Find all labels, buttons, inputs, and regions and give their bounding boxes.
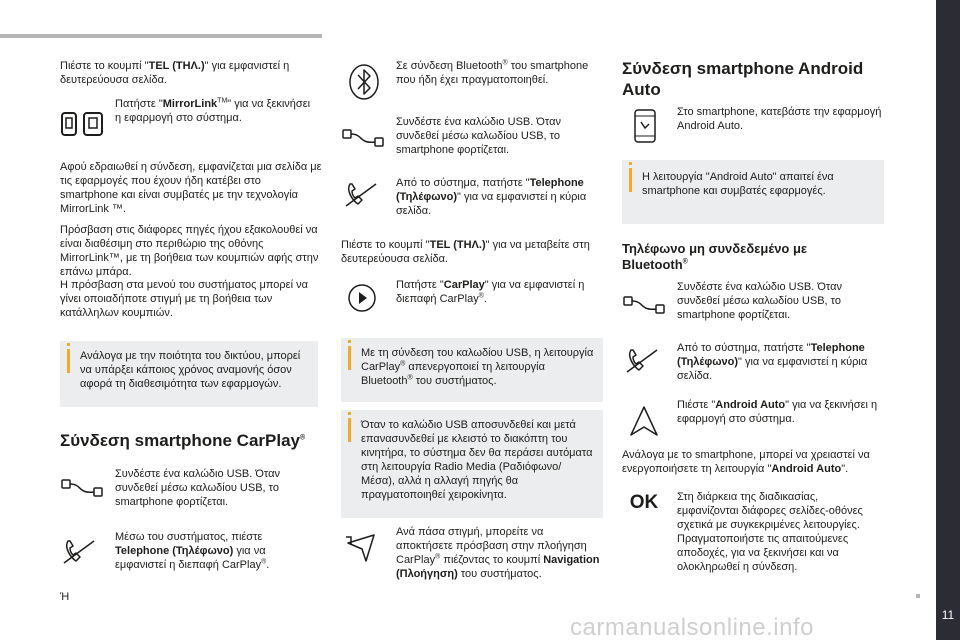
- mirrorlink-icon: [60, 110, 104, 138]
- android-auto-note: [622, 160, 884, 224]
- usb-bluetooth-note: [341, 338, 603, 402]
- phone-handset-icon: [344, 180, 380, 208]
- carplay-instruction: Πατήστε "CarPlay" για να εμφανιστεί η διεπαφή CarPlay®.: [396, 279, 585, 305]
- menu-access-paragraph: Η πρόσβαση στα μενού του συστήματος μπορεί να γίνει οποιαδήποτε στιγμή με τη βοήθεια των κατάλληλων κουμπιών.: [60, 279, 308, 319]
- info-icon: [629, 168, 632, 192]
- no-bluetooth-heading: Τηλέφωνο μη συνδεδεμένο με Bluetooth®: [622, 241, 808, 272]
- android-auto-heading: Σύνδεση smartphone Android Auto: [622, 59, 864, 99]
- carplay-menu-instruction: Μέσω του συστήματος, πιέστε Telephone (Τηλέφωνο) για να εμφανιστεί η διεπαφή CarPlay®.: [115, 531, 270, 571]
- usb-cable-icon: [622, 289, 666, 319]
- navigation-instruction: Ανά πάσα στιγμή, μπορείτε να αποκτήσετε πρόσβαση στην πλοήγηση CarPlay® πιέζοντας το κουμπί Navigation (Πλοήγηση) του συστήματος.: [396, 526, 600, 580]
- android-app-instruction: Στο smartphone, κατεβάστε την εφαρμογή Android Auto.: [677, 106, 882, 132]
- page-number: 11: [941, 608, 955, 622]
- mirrorlink-instruction: Πατήστε "MirrorLink™" για να ξεκινήσει η εφαρμογή στο σύστημα.: [115, 97, 311, 124]
- connection-paragraph: Αφού εδραιωθεί η σύνδεση, εμφανίζεται μια σελίδα με τις εφαρμογές που έχουν ήδη κατέβει στο smartphone και είναι συμβατές με την τεχνολογία MirrorLink ™.: [60, 161, 322, 215]
- phone-handset-icon: [62, 537, 98, 565]
- telephone-instruction: Από το σύστημα, πατήστε "Telephone (Τηλέφωνο)" για να εμφανιστεί η κύρια σελίδα.: [396, 177, 587, 217]
- top-rule: [0, 34, 322, 38]
- phone-handset-icon: [625, 346, 661, 374]
- or-separator: Ή: [60, 591, 70, 603]
- ok-label: OK: [629, 492, 659, 513]
- info-icon: [348, 418, 351, 442]
- carplay-usb-instruction: Συνδέστε ένα καλώδιο USB. Όταν συνδεθεί μέσω καλωδίου USB, το smartphone φορτίζεται.: [115, 468, 280, 508]
- network-note-text: Ανάλογα με την ποιότητα του δικτύου, μπορεί να υπάρξει κάποιος χρόνος αναμονής όσον αφορά τη διαθεσιμότητα των εφαρμογών.: [80, 350, 301, 390]
- audio-access-paragraph: Πρόσβαση στις διάφορες πηγές ήχου εξακολουθεί να είναι διαθέσιμη στο περιθώριο της οθόνης MirrorLink™, με τη βοήθεια των κουμπιών αφής στην επάνω μπάρα.: [60, 224, 319, 278]
- android-auto-icon: [627, 404, 661, 438]
- navigation-icon: [344, 533, 378, 565]
- android-usb-instruction: Συνδέστε ένα καλώδιο USB. Όταν συνδεθεί μέσω καλωδίου USB, το smartphone φορτίζεται.: [677, 281, 842, 321]
- smartphone-download-icon: [627, 108, 663, 144]
- android-telephone-instruction: Από το σύστημα, πατήστε "Telephone (Τηλέφωνο)" για να εμφανιστεί η κύρια σελίδα.: [677, 342, 868, 382]
- usb-reconnect-note-text: Όταν το καλώδιο USB αποσυνδεθεί και μετά επανασυνδεθεί με κλειστό το διακόπτη του κινητήρα, το σύστημα δεν θα περάσει αυτόματα στη λειτουργία Radio Media (Ραδιόφωνο/Μέσα), αλλά η αλλαγή πηγής θα πραγματοποιηθεί χειροκίνητα.: [361, 419, 593, 501]
- usb-instruction: Συνδέστε ένα καλώδιο USB. Όταν συνδεθεί μέσω καλωδίου USB, το smartphone φορτίζεται.: [396, 116, 561, 156]
- usb-cable-icon: [60, 472, 104, 502]
- bluetooth-icon: [345, 62, 383, 102]
- info-icon: [67, 349, 70, 373]
- network-note: [60, 341, 318, 407]
- usb-reconnect-note: [341, 410, 603, 518]
- bluetooth-instruction: Σε σύνδεση Bluetooth® του smartphone που ήδη έχει πραγματοποιηθεί.: [396, 59, 589, 86]
- info-icon: [348, 346, 351, 370]
- android-auto-note-text: Η λειτουργία "Android Auto" απαιτεί ένα smartphone και συμβατές εφαρμογές.: [642, 171, 834, 197]
- android-start-instruction: Πιέστε "Android Auto" για να ξεκινήσει η εφαρμογή στο σύστημα.: [677, 399, 878, 425]
- ok-instruction: Στη διάρκεια της διαδικασίας, εμφανίζονται διάφορες σελίδες-οθόνες σχετικά με συγκεκριμένες λειτουργίες. Πραγματοποιήστε τις απαιτούμενες αποδοχές, για να ξεκινήσει και να ολοκληρωθεί η σύνδεση.: [677, 491, 863, 573]
- tel-button-instruction: Πιέστε το κουμπί "TEL (ΤΗΛ.)" για εμφανιστεί η δευτερεύουσα σελίδα.: [60, 60, 290, 86]
- tel-button-paragraph: Πιέστε το κουμπί "TEL (ΤΗΛ.)" για να μεταβείτε στη δευτερεύουσα σελίδα.: [341, 239, 590, 265]
- usb-bluetooth-note-text: Με τη σύνδεση του καλωδίου USB, η λειτουργία CarPlay® απενεργοποιεί τη λειτουργία Bluetooth® του συστήματος.: [361, 347, 594, 387]
- play-icon: [347, 283, 377, 313]
- carplay-heading: Σύνδεση smartphone CarPlay®: [60, 431, 306, 450]
- android-activation-paragraph: Ανάλογα με το smartphone, μπορεί να χρειαστεί να ενεργοποιήσετε τη λειτουργία "Android Auto".: [622, 449, 870, 475]
- end-marker: [916, 594, 920, 598]
- page-sidebar: [936, 0, 960, 640]
- usb-cable-icon: [341, 122, 385, 152]
- watermark: carmanualsonline.info: [570, 614, 814, 641]
